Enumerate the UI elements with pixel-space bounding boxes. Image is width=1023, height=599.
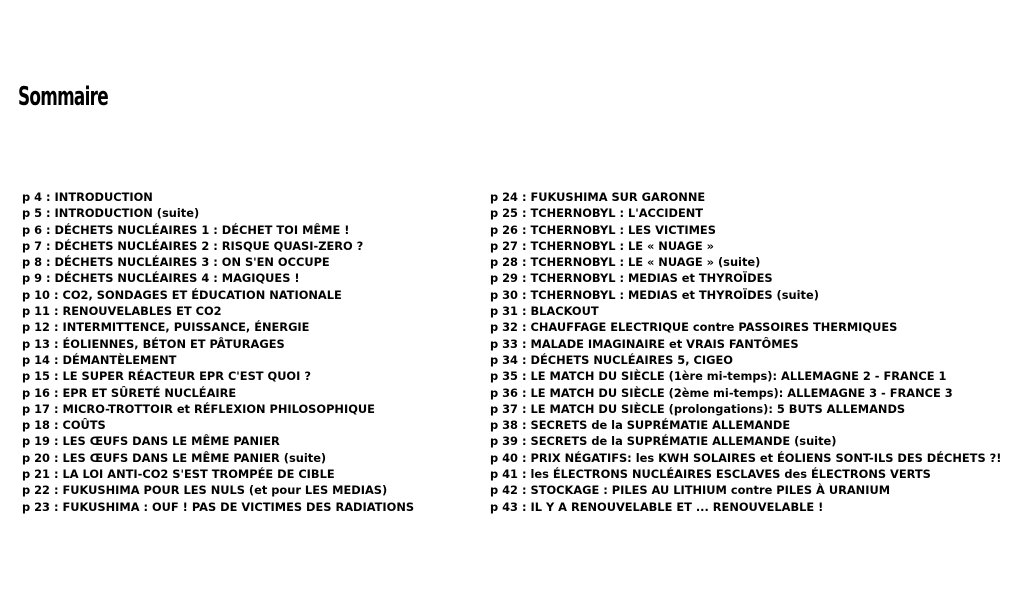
toc-entry-title: COÛTS [62, 418, 106, 433]
toc-page-number: p 5 [22, 206, 43, 221]
toc-separator: : [517, 206, 531, 221]
toc-entry [490, 385, 1020, 401]
toc-separator: : [49, 483, 63, 498]
toc-entry-title: LE SUPER RÉACTEUR EPR C'EST QUOI ? [62, 369, 311, 384]
toc-separator: : [49, 434, 63, 449]
toc-page-number: p 17 [22, 401, 50, 416]
toc-entry-title: MALADE IMAGINAIRE et VRAIS FANTÔMES [530, 336, 799, 351]
toc-entry [490, 482, 1020, 498]
toc-page-number: p 35 [490, 369, 518, 384]
toc-entry-title: MICRO-TROTTOIR et RÉFLEXION PHILOSOPHIQUE [62, 401, 375, 416]
page-title: Sommaire [18, 82, 108, 112]
toc-separator: : [49, 336, 63, 351]
toc-entry-title: CHAUFFAGE ELECTRIQUE contre PASSOIRES THERMIQUES [530, 320, 898, 335]
toc-page-number: p 7 [22, 238, 43, 253]
toc-entry-title: TCHERNOBYL : MEDIAS et THYROÏDES [530, 271, 773, 286]
toc-entry [22, 319, 482, 335]
toc-entry [490, 450, 1020, 466]
toc-entry [22, 385, 482, 401]
toc-entry [22, 401, 482, 417]
toc-page-number: p 6 [22, 222, 43, 237]
toc-page-number: p 20 [22, 450, 50, 465]
toc-entry [22, 433, 482, 449]
toc-page-number: p 39 [490, 434, 518, 449]
toc-entry [490, 466, 1020, 482]
toc-page-number: p 14 [22, 352, 50, 367]
toc-entry [22, 222, 482, 238]
toc-page-number: p 21 [22, 467, 50, 482]
toc-separator: : [517, 255, 531, 270]
toc-separator: : [49, 304, 63, 319]
toc-entry-title: LES ŒUFS DANS LE MÊME PANIER [62, 434, 280, 449]
toc-separator: : [49, 385, 63, 400]
toc-entry-title: INTRODUCTION [54, 190, 153, 204]
toc-page-number: p 41 [490, 467, 518, 482]
toc-entry [22, 287, 482, 303]
toc-entry-title: DÉMANTÈLEMENT [62, 352, 177, 367]
toc-separator: : [42, 271, 55, 286]
toc-entry [22, 254, 482, 270]
toc-entry [490, 401, 1020, 417]
toc-entry [490, 319, 1020, 335]
toc-entry-title: les ÉLECTRONS NUCLÉAIRES ESCLAVES des ÉLECTRONS VERTS [530, 467, 931, 482]
toc-entry [490, 222, 1020, 238]
toc-entry [490, 499, 1020, 515]
toc-page-number: p 27 [490, 238, 518, 253]
toc-left-column [22, 189, 482, 515]
toc-entry-title: TCHERNOBYL : L'ACCIDENT [530, 206, 704, 221]
toc-page-number: p 12 [22, 320, 50, 335]
toc-entry [22, 466, 482, 482]
toc-entry [22, 270, 482, 286]
toc-entry [22, 238, 482, 254]
toc-page-number: p 13 [22, 336, 50, 351]
toc-entry [22, 368, 482, 384]
toc-separator: : [517, 369, 531, 384]
toc-entry-title: PRIX NÉGATIFS: les KWH SOLAIRES et ÉOLIENS SONT-ILS DES DÉCHETS ?! [530, 450, 1002, 465]
toc-separator: : [517, 287, 531, 302]
toc-entry [22, 352, 482, 368]
toc-entry-title: INTERMITTENCE, PUISSANCE, ÉNERGIE [62, 320, 310, 335]
toc-separator: : [517, 190, 531, 204]
toc-page-number: p 22 [22, 483, 50, 498]
toc-separator: : [517, 320, 531, 335]
toc-separator: : [517, 222, 531, 237]
toc-entry [22, 499, 482, 515]
toc-entry-title: DÉCHETS NUCLÉAIRES 5, CIGEO [530, 352, 733, 367]
toc-entry [490, 287, 1020, 303]
toc-entry [490, 189, 1020, 205]
toc-entry-title: EPR ET SÛRETÉ NUCLÉAIRE [62, 385, 237, 400]
toc-entry [22, 303, 482, 319]
toc-separator: : [49, 450, 63, 465]
toc-page-number: p 38 [490, 418, 518, 433]
toc-separator: : [42, 255, 55, 270]
toc-page-number: p 10 [22, 287, 50, 302]
toc-entry-title: LE MATCH DU SIÈCLE (2ème mi-temps): ALLEMAGNE 3 - FRANCE 3 [530, 385, 953, 400]
toc-entry-title: DÉCHETS NUCLÉAIRES 3 : ON S'EN OCCUPE [54, 255, 330, 270]
toc-entry [490, 238, 1020, 254]
toc-entry-title: LE MATCH DU SIÈCLE (prolongations): 5 BUTS ALLEMANDS [530, 401, 906, 416]
toc-entry-title: BLACKOUT [530, 304, 599, 319]
toc-separator: : [517, 336, 531, 351]
toc-separator: : [517, 450, 531, 465]
toc-entry-title: DÉCHETS NUCLÉAIRES 1 : DÉCHET TOI MÊME ! [54, 222, 350, 237]
toc-page-number: p 31 [490, 304, 518, 319]
toc-separator: : [517, 385, 531, 400]
toc-separator: : [42, 206, 55, 221]
toc-entry-title: INTRODUCTION (suite) [54, 206, 200, 221]
toc-separator: : [517, 238, 531, 253]
toc-separator: : [49, 418, 63, 433]
toc-page-number: p 4 [22, 190, 43, 204]
toc-entry-title: ÉOLIENNES, BÉTON ET PÂTURAGES [62, 336, 285, 351]
toc-entry [22, 417, 482, 433]
toc-page-number: p 32 [490, 320, 518, 335]
toc-entry [22, 189, 482, 205]
toc-separator: : [49, 401, 63, 416]
toc-page-number: p 18 [22, 418, 50, 433]
toc-entry-title: FUKUSHIMA SUR GARONNE [530, 190, 706, 204]
toc-page-number: p 24 [490, 190, 518, 204]
toc-entry-title: DÉCHETS NUCLÉAIRES 2 : RISQUE QUASI-ZERO ? [54, 238, 364, 253]
toc-separator: : [42, 222, 55, 237]
toc-entry-title: SECRETS de la SUPRÉMATIE ALLEMANDE (suite) [530, 434, 837, 449]
toc-separator: : [517, 304, 531, 319]
toc-entry [22, 205, 482, 221]
toc-right-column [490, 189, 1020, 515]
toc-entry-title: FUKUSHIMA : OUF ! PAS DE VICTIMES DES RADIATIONS [62, 499, 415, 514]
toc-page-number: p 43 [490, 499, 518, 514]
toc-separator: : [49, 320, 63, 335]
toc-entry-title: RENOUVELABLES ET CO2 [62, 304, 222, 319]
toc-separator: : [517, 483, 531, 498]
toc-page-number: p 28 [490, 255, 518, 270]
toc-separator: : [517, 434, 531, 449]
toc-entry-title: DÉCHETS NUCLÉAIRES 4 : MAGIQUES ! [54, 271, 300, 286]
toc-separator: : [49, 467, 63, 482]
toc-entry [490, 336, 1020, 352]
toc-entry [490, 433, 1020, 449]
toc-entry-title: STOCKAGE : PILES AU LITHIUM contre PILES À URANIUM [530, 483, 891, 498]
toc-separator: : [517, 499, 531, 514]
toc-entry [490, 352, 1020, 368]
toc-page-number: p 16 [22, 385, 50, 400]
toc-page-number: p 40 [490, 450, 518, 465]
toc-separator: : [49, 369, 63, 384]
toc-page-number: p 37 [490, 401, 518, 416]
toc-page-number: p 15 [22, 369, 50, 384]
toc-page-number: p 36 [490, 385, 518, 400]
toc-entry-title: TCHERNOBYL : LE « NUAGE » [530, 238, 714, 253]
toc-page-number: p 30 [490, 287, 518, 302]
toc-separator: : [517, 418, 531, 433]
toc-entry-title: LES ŒUFS DANS LE MÊME PANIER (suite) [62, 450, 327, 465]
toc-separator: : [49, 352, 63, 367]
toc-entry-title: FUKUSHIMA POUR LES NULS (et pour LES MEDIAS) [62, 483, 388, 498]
toc-separator: : [42, 238, 55, 253]
toc-entry [490, 254, 1020, 270]
toc-separator: : [517, 401, 531, 416]
toc-entry [490, 417, 1020, 433]
toc-page-number: p 33 [490, 336, 518, 351]
toc-entry [22, 482, 482, 498]
toc-entry [490, 303, 1020, 319]
toc-page-number: p 42 [490, 483, 518, 498]
toc-page-number: p 23 [22, 499, 50, 514]
toc-entry [22, 450, 482, 466]
toc-entry [490, 205, 1020, 221]
toc-entry-title: LE MATCH DU SIÈCLE (1ère mi-temps): ALLEMAGNE 2 - FRANCE 1 [530, 369, 947, 384]
toc-page-number: p 9 [22, 271, 43, 286]
toc-page-number: p 11 [22, 304, 50, 319]
toc-separator: : [49, 287, 63, 302]
toc-separator: : [517, 352, 531, 367]
toc-entry-title: TCHERNOBYL : LES VICTIMES [530, 222, 716, 237]
toc-page-number: p 26 [490, 222, 518, 237]
toc-entry-title: CO2, SONDAGES ET ÉDUCATION NATIONALE [62, 287, 342, 302]
toc-separator: : [517, 271, 531, 286]
toc-entry-title: SECRETS de la SUPRÉMATIE ALLEMANDE [530, 418, 791, 433]
toc-entry-title: TCHERNOBYL : MEDIAS et THYROÏDES (suite) [530, 287, 819, 302]
toc-page-number: p 8 [22, 255, 43, 270]
toc-entry [22, 336, 482, 352]
toc-page-number: p 34 [490, 352, 518, 367]
toc-entry-title: IL Y A RENOUVELABLE ET ... RENOUVELABLE ! [530, 499, 824, 514]
toc-page-number: p 19 [22, 434, 50, 449]
toc-page-number: p 25 [490, 206, 518, 221]
toc-separator: : [49, 499, 63, 514]
toc-entry [490, 368, 1020, 384]
toc-page-number: p 29 [490, 271, 518, 286]
toc-entry-title: TCHERNOBYL : LE « NUAGE » (suite) [530, 255, 761, 270]
toc-separator: : [517, 467, 531, 482]
toc-separator: : [42, 190, 55, 204]
toc-entry [490, 270, 1020, 286]
toc-entry-title: LA LOI ANTI-CO2 S'EST TROMPÉE DE CIBLE [62, 467, 335, 482]
